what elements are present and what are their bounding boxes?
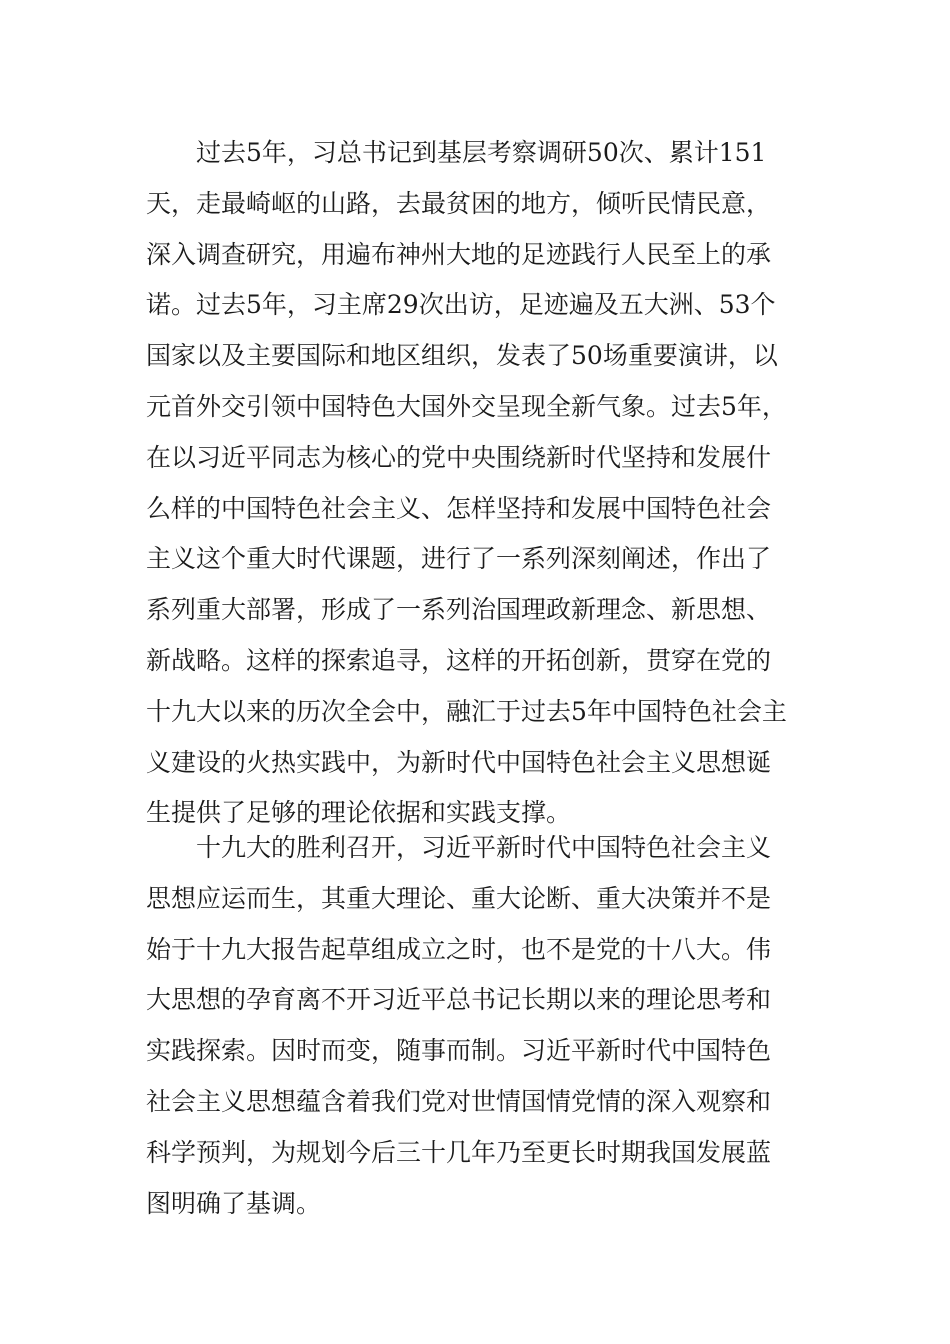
text-line: 义建设的火热实践中，为新时代中国特色社会主义思想诞 xyxy=(146,747,772,777)
text-line: 元首外交引领中国特色大国外交呈现全新气象。过去5年， xyxy=(146,391,787,421)
text-line: 生提供了足够的理论依据和实践支撑。 xyxy=(146,798,572,828)
text-line: 天，走最崎岖的山路，去最贫困的地方，倾听民情民意， xyxy=(146,188,772,218)
text-line: 系列重大部署，形成了一系列治国理政新理念、新思想、 xyxy=(146,595,772,625)
text-line: 思想应运而生，其重大理论、重大论断、重大决策并不是 xyxy=(146,883,772,913)
paragraph-2 xyxy=(146,823,826,1229)
text-line: 在以习近平同志为核心的党中央围绕新时代坚持和发展什 xyxy=(146,442,772,472)
text-line: 十九大以来的历次全会中，融汇于过去5年中国特色社会主 xyxy=(146,696,787,726)
text-line: 实践探索。因时而变，随事而制。习近平新时代中国特色 xyxy=(146,1036,772,1066)
text-line: 国家以及主要国际和地区组织，发表了50场重要演讲，以 xyxy=(146,341,778,371)
paragraph-1 xyxy=(146,128,826,839)
text-line: 主义这个重大时代课题，进行了一系列深刻阐述，作出了 xyxy=(146,544,772,574)
text-line: 始于十九大报告起草组成立之时，也不是党的十八大。伟 xyxy=(146,934,772,964)
text-line: 图明确了基调。 xyxy=(146,1188,322,1218)
text-line: 科学预判，为规划今后三十几年乃至更长时期我国发展蓝 xyxy=(146,1137,772,1167)
text-line: 大思想的孕育离不开习近平总书记长期以来的理论思考和 xyxy=(146,985,772,1015)
text-line: 社会主义思想蕴含着我们党对世情国情党情的深入观察和 xyxy=(146,1086,772,1116)
text-line: 么样的中国特色社会主义、怎样坚持和发展中国特色社会 xyxy=(146,493,772,523)
text-line: 十九大的胜利召开，习近平新时代中国特色社会主义 xyxy=(146,833,772,862)
text-line: 过去5年，习总书记到基层考察调研50次、累计151 xyxy=(146,138,767,167)
text-line: 新战略。这样的探索追寻，这样的开拓创新，贯穿在党的 xyxy=(146,645,772,675)
text-line: 深入调查研究，用遍布神州大地的足迹践行人民至上的承 xyxy=(146,239,772,269)
text-line: 诺。过去5年，习主席29次出访，足迹遍及五大洲、53个 xyxy=(146,290,776,320)
